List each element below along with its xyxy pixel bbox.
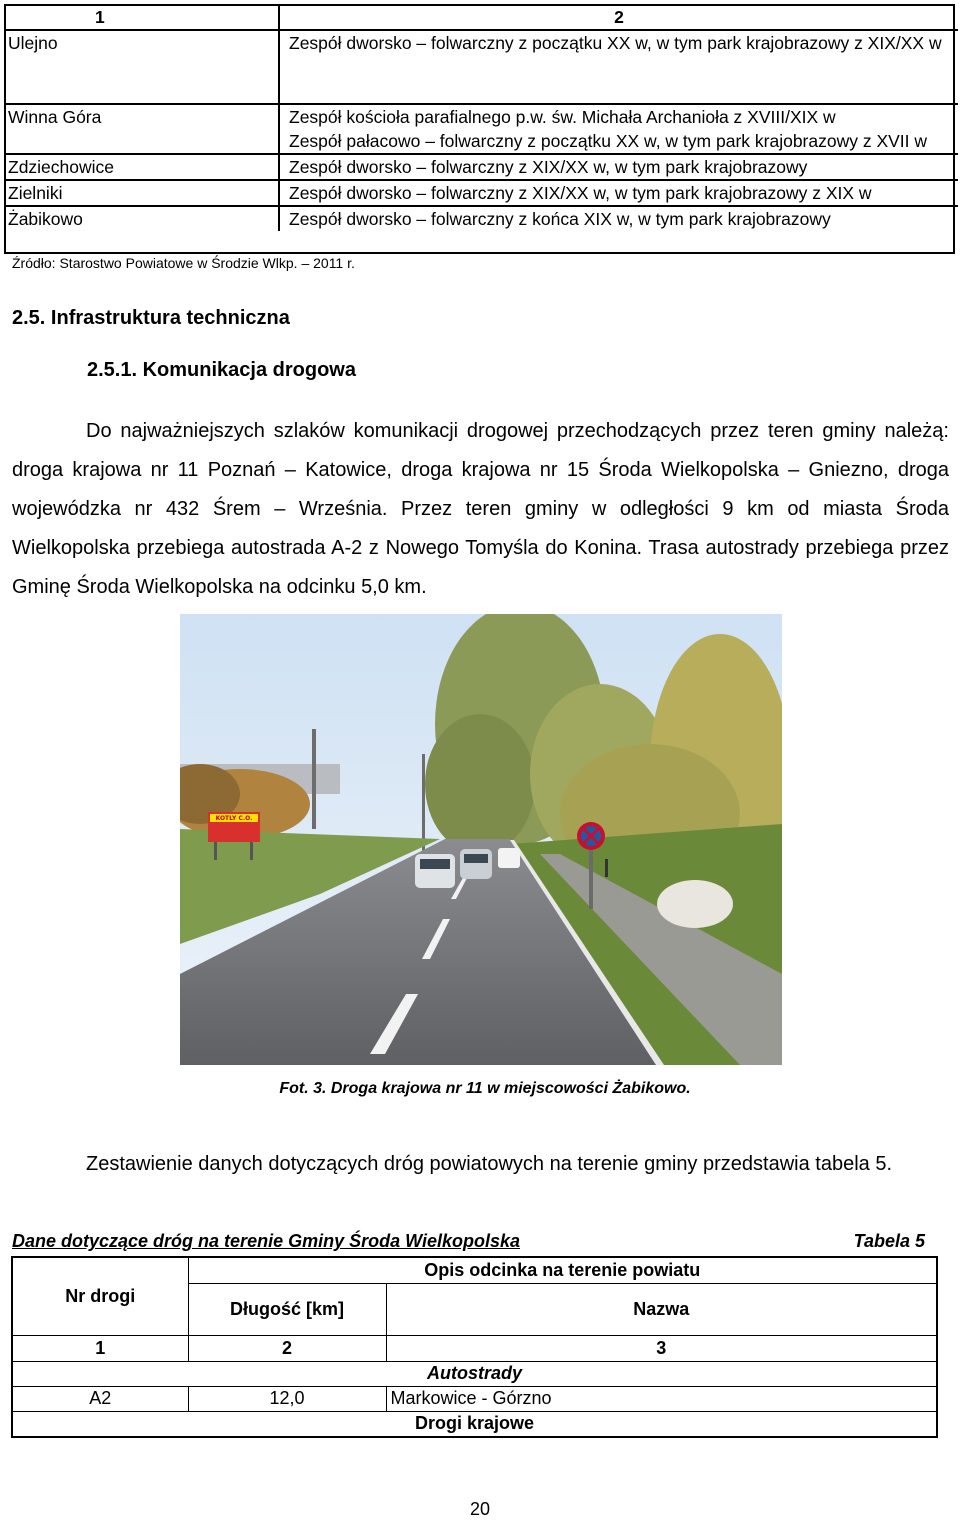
- table2-road-length: 12,0: [188, 1386, 386, 1411]
- table2-category-motorways: Autostrady: [12, 1361, 937, 1386]
- table2-num-2: 2: [188, 1335, 386, 1361]
- table2-header-name: Nazwa: [386, 1283, 937, 1335]
- billboard-text: KOTLY C.O.: [215, 815, 253, 822]
- table1-source: Źródło: Starostwo Powiatowe w Środzie Wlkp. – 2011 r.: [12, 255, 355, 271]
- table1-desc: Zespół dworsko – folwarczny z końca XIX w, w tym park krajobrazowy: [289, 209, 831, 229]
- table1-desc: Zespół pałacowo – folwarczny z początku XX w, w tym park krajobrazowy z XVII w: [279, 129, 958, 154]
- table1-place: Zdziechowice: [5, 154, 279, 180]
- table2-title: Dane dotyczące dróg na terenie Gminy Środa Wielkopolska: [12, 1231, 520, 1251]
- table1-place: Żabikowo: [5, 206, 279, 231]
- table1-place: Winna Góra: [5, 104, 279, 129]
- photo-caption: Fot. 3. Droga krajowa nr 11 w miejscowości Żabikowo.: [279, 1080, 691, 1097]
- table1-header-1: 1: [5, 5, 279, 30]
- roads-table: [11, 1256, 938, 1438]
- table2-header-length: Długość [km]: [188, 1283, 386, 1335]
- road-photo: [180, 614, 782, 1065]
- table1-place: [5, 129, 279, 154]
- table1-desc: Zespół kościoła parafialnego p.w. św. Michała Archanioła z XVIII/XIX w: [289, 107, 836, 127]
- table1-desc: Zespół dworsko – folwarczny z XIX/XX w, w tym park krajobrazowy z XIX w: [279, 180, 958, 206]
- table-row: [5, 154, 958, 180]
- table1-place: Ulejno: [5, 30, 279, 104]
- table2-category-national: Drogi krajowe: [12, 1411, 937, 1437]
- table1-place: Zielniki: [5, 180, 279, 206]
- table2-num-3: 3: [386, 1335, 937, 1361]
- table1-header-2: 2: [279, 5, 958, 30]
- table2-num-1: 1: [12, 1335, 188, 1361]
- page-number: 20: [469, 1499, 491, 1519]
- table-row: [5, 206, 958, 231]
- table1-desc: Zespół dworsko – folwarczny z XIX/XX w, w tym park krajobrazowy: [279, 154, 958, 180]
- table1-desc: Zespół dworsko – folwarczny z początku XX w, w tym park krajobrazowy z XIX/XX w: [279, 30, 958, 104]
- subsection-title: 2.5.1. Komunikacja drogowa: [87, 359, 356, 381]
- table-row: [5, 104, 958, 129]
- table-row: [5, 30, 958, 104]
- table2-header-nr: Nr drogi: [12, 1257, 188, 1335]
- paragraph-roads: Do najważniejszych szlaków komunikacji drogowej przechodzących przez teren gminy należą: droga krajowa nr 11 Poznań – Katowice, droga krajowa nr 15 Środa Wielkopolska – Gniezno, droga wojewódzka nr 432 Śrem – Września. Przez teren gminy w odległości 9 km od miasta Środa Wielkopolska przebiega autostrada A-2 z Nowego Tomyśla do Konina. Trasa autostrady przebiega przez Gminę Środa Wielkopolska na odcinku 5,0 km.: [12, 420, 949, 598]
- table-row: [5, 180, 958, 206]
- table2-road-nr: A2: [12, 1386, 188, 1411]
- table2-label: Tabela 5: [853, 1231, 925, 1251]
- table2-header-group: Opis odcinka na terenie powiatu: [188, 1257, 937, 1283]
- table-row: [5, 129, 958, 154]
- paragraph-table-intro: Zestawienie danych dotyczących dróg powiatowych na terenie gminy przedstawia tabela 5.: [86, 1153, 892, 1175]
- table-row: [12, 1386, 937, 1411]
- section-title: 2.5. Infrastruktura techniczna: [12, 307, 290, 329]
- monuments-table: [5, 5, 958, 231]
- table2-road-name: Markowice - Górzno: [386, 1386, 937, 1411]
